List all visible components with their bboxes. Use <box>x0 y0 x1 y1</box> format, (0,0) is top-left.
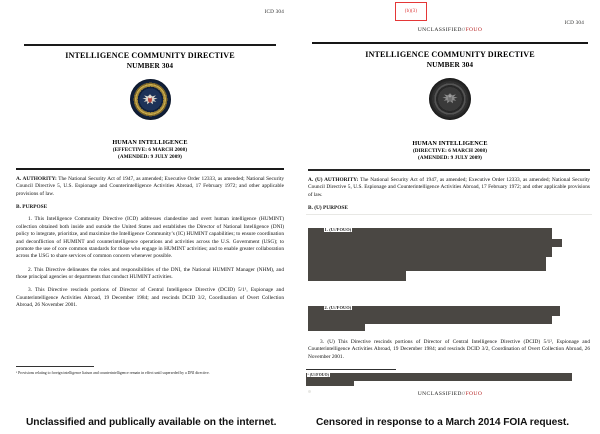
redaction-block <box>308 324 365 331</box>
caption-censored: Censored in response to a March 2014 FOIA request. <box>316 417 570 428</box>
header-rule-right <box>312 42 588 44</box>
classification-header-banner <box>300 27 600 33</box>
document-title-line2: NUMBER 304 <box>126 60 174 70</box>
document-title-line2-right: NUMBER 304 <box>426 59 474 69</box>
header-rule-left <box>24 44 276 46</box>
purpose-paragraph-3: 3. This Directive rescinds portions of Director of Central Intelligence Directive (DCID) 5/1¹, Espionage and Counterintelligence Activities Abroad, 19 December 1984; and rescinds DCID 3/2, Coordination of Overt Collection Abroad, 26 November 2001. <box>16 287 284 309</box>
purpose-paragraph-3-right: 3. (U) This Directive rescinds portions of Director of Central Intelligence Directive (DCID) 5/1², Espionage and Counterintelligence Activities Abroad, 19 December 1984; and rescinds DCID 3/2, Coordination of Overt Collection Abroad, 26 November 2001. <box>308 339 590 360</box>
section-a-authority <box>16 176 284 198</box>
section-a-authority-right <box>308 177 590 199</box>
redaction-block <box>308 257 546 271</box>
eagle-glyph-gray <box>429 78 471 120</box>
redaction-block <box>308 239 562 247</box>
section-b-purpose <box>16 204 284 211</box>
subtitle-human-intelligence: HUMAN INTELLIGENCE <box>112 139 188 146</box>
redaction-block <box>308 247 552 257</box>
section-a-text: The National Security Act of 1947, as amended; Executive Order 12333, as amended; National Security Council Directive 5, U.S. Espionage and Counterintelligence Activities Abroad, 17 February 1972; and other applicable provisions of law. <box>16 176 284 197</box>
footnote-rule-left <box>16 366 94 367</box>
document-body-right-tail <box>308 339 590 367</box>
icd-number-tag-left: ICD 304 <box>264 9 284 15</box>
document-subtitle-right <box>300 140 600 163</box>
redaction-block <box>306 381 354 386</box>
subtitle-directive-date: (DIRECTIVE: 6 MARCH 2008) <box>412 147 488 154</box>
purpose-paragraph-2: 2. This Directive delineates the roles and responsibilities of the DNI, the National HUMINT Manager (NHM), and those principal agencies or departments that conduct HUMINT activities. <box>16 266 284 280</box>
icd-number-tag-right: ICD 304 <box>564 20 584 26</box>
purpose-paragraph-1: 1. This Intelligence Community Directive (ICD) addresses clandestine and overt human intelligence (HUMINT) collection obtained both inside and outside the United States and establishes the Director of National Intelligence (DNI) policy to integrate, prioritize, and maximize the Intelligence Community’s (IC) HUMINT capabilities; to ensure coordination and deconfliction of HUMINT and counterintelligence operations and activities across the U.S. Government (USG); to promote the use of core common standards for those who engage in HUMINT activities; and to enable greater collaboration across the USG to share services of common concern whenever possible. <box>16 216 284 260</box>
redaction-label-para-2: 2. (U//FOUO) <box>324 305 352 310</box>
section-a-heading: A. AUTHORITY: <box>16 176 57 182</box>
redaction-block <box>308 316 552 324</box>
classification-footer-text: UNCLASSIFIED// <box>417 391 466 397</box>
document-page-censored <box>300 0 600 400</box>
eagle-glyph <box>130 79 171 120</box>
footnote-rule-right <box>306 369 396 370</box>
subtitle-effective-date: (EFFECTIVE: 6 MARCH 2008) <box>112 146 188 153</box>
redaction-block <box>306 373 572 381</box>
section-b-heading: B. PURPOSE <box>16 204 48 211</box>
classification-header-fouo: FOUO <box>465 27 483 33</box>
caption-uncensored: Unclassified and publically available on the internet. <box>26 417 277 428</box>
section-rule-right <box>308 169 590 171</box>
section-rule-left <box>16 168 284 170</box>
odni-seal-grayscale-icon <box>429 78 471 120</box>
subtitle-human-intelligence-right: HUMAN INTELLIGENCE <box>412 140 488 147</box>
document-title-line1-right: INTELLIGENCE COMMUNITY DIRECTIVE <box>365 50 535 59</box>
section-a-text-right: The National Security Act of 1947, as amended; Executive Order 12333, as amended; National Security Council Directive 5, U.S. Espionage and Counterintelligence Activities Abroad, 17 February 1972; and other applicable provisions of law. <box>308 177 590 198</box>
section-a-heading-right: A. (U) AUTHORITY: <box>308 177 359 183</box>
subtitle-amended-date: (AMENDED: 9 JULY 2009) <box>118 154 182 161</box>
section-b-purpose-right <box>308 205 590 212</box>
section-b-heading-right: B. (U) PURPOSE <box>308 205 348 212</box>
classification-footer-fouo: FOUO <box>465 391 483 397</box>
exemption-b3-marker: (b)(3) <box>395 2 427 21</box>
redaction-label-para-1: 1. (U//FOUO) <box>324 227 352 232</box>
document-body-right <box>308 177 590 217</box>
document-body-left <box>16 176 284 316</box>
document-title-right <box>300 50 600 69</box>
odni-seal-icon <box>130 79 171 120</box>
subtitle-amended-date-right: (AMENDED: 9 JULY 2009) <box>418 155 482 162</box>
document-title-line1: INTELLIGENCE COMMUNITY DIRECTIVE <box>65 51 235 60</box>
footnote-left: ¹ Provisions relating to foreign intelligence liaison and counterintelligence remain in effect until superseded by a DNI directive. <box>16 371 210 375</box>
classification-header-text: UNCLASSIFIED// <box>417 27 466 33</box>
redaction-label-footnote: ¹ (U//FOUO) <box>307 372 330 377</box>
classification-footer-banner <box>300 391 600 397</box>
document-page-uncensored <box>0 0 300 400</box>
document-subtitle-left <box>0 139 300 162</box>
document-title-left <box>0 51 300 70</box>
redaction-block <box>308 271 406 281</box>
